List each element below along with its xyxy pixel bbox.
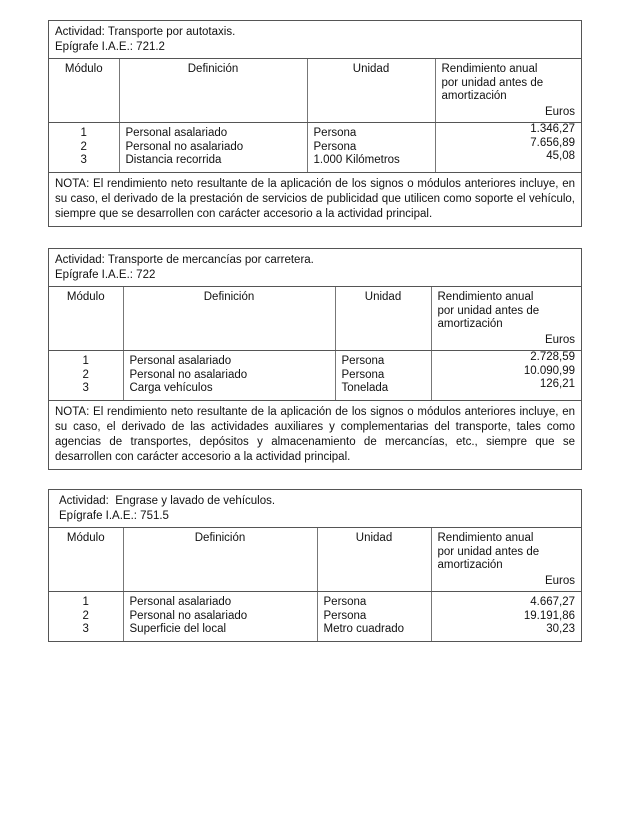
header-modulo: Módulo (49, 59, 119, 123)
column-rendimientos (435, 123, 581, 172)
header-euros: Euros (544, 105, 575, 118)
row-unidad: Metro cuadrado (323, 623, 405, 635)
row-unidad: Persona (341, 355, 385, 367)
activity-header (49, 490, 581, 528)
row-definicion: Personal asalariado (129, 596, 232, 608)
table-header-row (49, 287, 581, 351)
row-unidad: 1.000 Kilómetros (313, 154, 400, 166)
activity-title: Actividad: Transporte por autotaxis. (55, 26, 236, 38)
epigrafe-label: Epígrafe I.A.E.: 751.5 (59, 510, 169, 522)
row-definicion: Personal no asalariado (129, 368, 248, 381)
row-number: 1 (82, 355, 89, 367)
row-valor: 2.728,59 (530, 351, 575, 363)
table-body-row (49, 351, 581, 400)
row-definicion: Personal no asalariado (129, 609, 248, 622)
row-number: 1 (82, 596, 89, 608)
row-number: 2 (82, 368, 89, 381)
row-number: 2 (82, 609, 89, 622)
header-unidad: Unidad (307, 59, 435, 123)
row-definicion: Personal asalariado (125, 127, 228, 139)
row-definicion: Distancia recorrida (125, 154, 222, 166)
column-unidades (307, 123, 435, 172)
row-definicion: Carga vehículos (129, 382, 213, 394)
column-definiciones (123, 351, 335, 400)
header-rendimiento (431, 528, 581, 592)
modulo-table-autotaxis (48, 20, 582, 227)
row-unidad: Persona (313, 127, 357, 139)
header-definicion: Definición (123, 528, 317, 592)
header-modulo: Módulo (49, 528, 123, 592)
row-valor: 45,08 (546, 150, 575, 162)
header-definicion: Definición (123, 287, 335, 351)
row-valor: 10.090,99 (523, 364, 575, 377)
modules-table (49, 287, 581, 400)
table-header-row (49, 528, 581, 592)
header-euros: Euros (544, 574, 575, 587)
column-unidades (317, 592, 431, 641)
modules-table (49, 59, 581, 172)
modules-table (49, 528, 581, 641)
header-rendimiento (431, 287, 581, 351)
column-unidades (335, 351, 431, 400)
epigrafe-label: Epígrafe I.A.E.: 721.2 (55, 41, 165, 53)
header-rendimiento-text: Rendimiento anual por unidad antes de amortización (437, 291, 540, 330)
table-body-row (49, 592, 581, 641)
row-number: 2 (80, 140, 87, 153)
header-rendimiento-text: Rendimiento anual por unidad antes de amortización (437, 532, 540, 571)
row-valor: 19.191,86 (523, 609, 575, 622)
row-definicion: Personal asalariado (129, 355, 232, 367)
activity-title: Actividad: Engrase y lavado de vehículos. (59, 495, 276, 507)
row-number: 3 (80, 154, 87, 166)
row-unidad: Persona (341, 368, 385, 381)
header-definicion: Definición (119, 59, 307, 123)
activity-header (49, 249, 581, 287)
row-number: 3 (82, 382, 89, 394)
row-valor: 4.667,27 (530, 596, 575, 608)
row-definicion: Superficie del local (129, 623, 227, 635)
row-unidad: Persona (313, 140, 357, 153)
activity-title: Actividad: Transporte de mercancías por carretera. (55, 254, 314, 266)
column-numbers (49, 592, 123, 641)
table-header-row (49, 59, 581, 123)
epigrafe-label: Epígrafe I.A.E.: 722 (55, 269, 156, 281)
row-valor: 7.656,89 (530, 136, 575, 149)
nota-text: NOTA: El rendimiento neto resultante de la aplicación de los signos o módulos anteriores incluye, en su caso, el derivado de las actividades auxiliares y complementarias del transporte, tales como agencias de transportes, depósitos y almacenamiento de mercancías, etc., siempre que se desarrollen con carácter accesorio a la actividad principal. (49, 400, 581, 469)
activity-header (49, 21, 581, 59)
row-valor: 1.346,27 (530, 123, 575, 135)
column-rendimientos (431, 592, 581, 641)
row-definicion: Personal no asalariado (125, 140, 244, 153)
header-rendimiento (435, 59, 581, 123)
column-definiciones (123, 592, 317, 641)
column-rendimientos (431, 351, 581, 400)
header-euros: Euros (544, 333, 575, 346)
row-number: 3 (82, 623, 89, 635)
header-unidad: Unidad (335, 287, 431, 351)
modulo-table-engrase (48, 489, 582, 642)
nota-text: NOTA: El rendimiento neto resultante de la aplicación de los signos o módulos anteriores incluye, en su caso, el derivado de la prestación de servicios de publicidad que utilicen como soporte el vehículo, siempre que se desarrollen con carácter accesorio a la actividad principal. (49, 172, 581, 226)
column-numbers (49, 351, 123, 400)
header-unidad: Unidad (317, 528, 431, 592)
modulo-table-mercancias (48, 248, 582, 470)
row-unidad: Persona (323, 596, 367, 608)
row-valor: 126,21 (539, 378, 575, 390)
column-definiciones (119, 123, 307, 172)
header-modulo: Módulo (49, 287, 123, 351)
row-unidad: Tonelada (341, 382, 389, 394)
row-unidad: Persona (323, 609, 367, 622)
row-number: 1 (80, 127, 87, 139)
row-valor: 30,23 (546, 623, 575, 635)
column-numbers (49, 123, 119, 172)
header-rendimiento-text: Rendimiento anual por unidad antes de amortización (441, 63, 544, 102)
table-body-row (49, 123, 581, 172)
